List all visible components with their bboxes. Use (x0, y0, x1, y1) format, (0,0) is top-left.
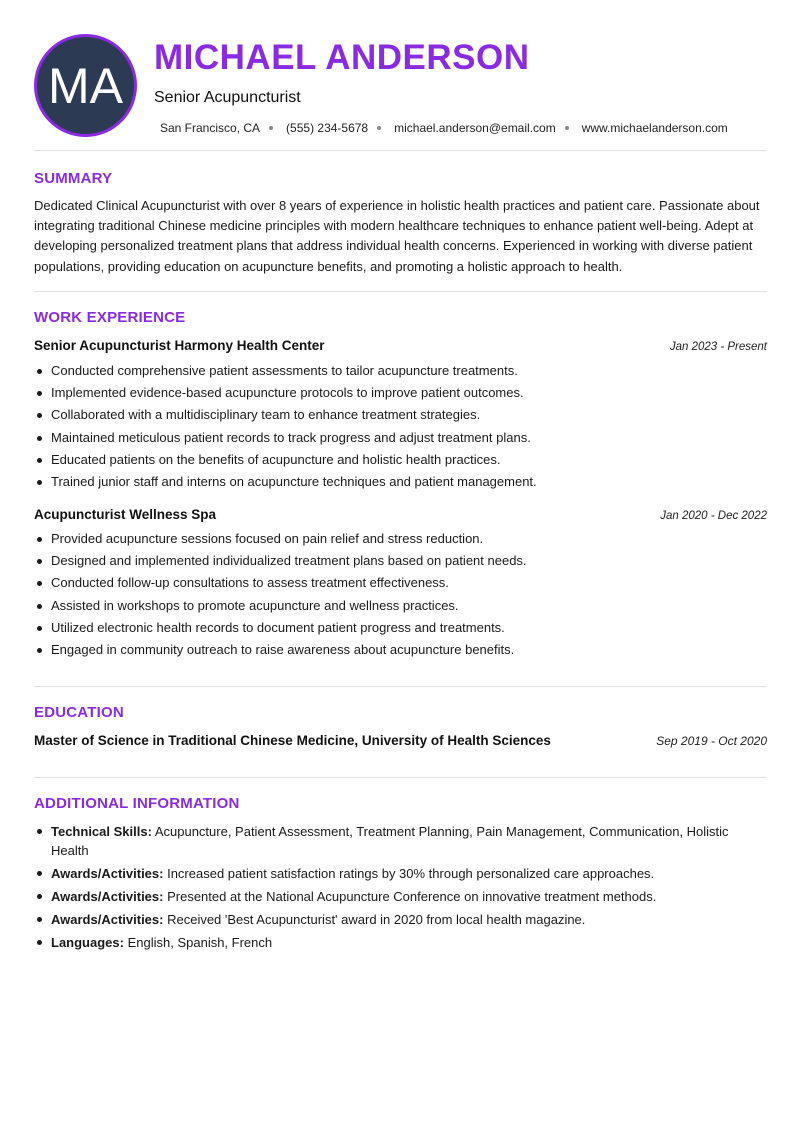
additional-heading: ADDITIONAL INFORMATION (34, 795, 240, 812)
divider (34, 291, 767, 292)
contact-bar (160, 121, 728, 135)
job-bullets (34, 528, 764, 661)
additional-list (34, 822, 764, 956)
job-header (34, 338, 767, 353)
job-title: Senior Acupuncturist (154, 89, 301, 106)
list-item: Trained junior staff and interns on acupuncture techniques and patient management. (34, 471, 764, 493)
separator-dot (269, 126, 273, 130)
list-item: Educated patients on the benefits of acupuncture and holistic health practices. (34, 449, 764, 471)
list-item (34, 910, 764, 929)
contact-website[interactable]: www.michaelanderson.com (581, 121, 728, 135)
item-text: Received 'Best Acupuncturist' award in 2020 from local health magazine. (167, 912, 586, 927)
contact-location: San Francisco, CA (160, 121, 261, 135)
list-item: Conducted comprehensive patient assessments to tailor acupuncture treatments. (34, 360, 764, 382)
list-item: Designed and implemented individualized treatment plans based on patient needs. (34, 550, 764, 572)
list-item: Maintained meticulous patient records to track progress and adjust treatment plans. (34, 427, 764, 449)
separator-dot (565, 126, 569, 130)
degree: Master of Science in Traditional Chinese Medicine, University of Health Sciences (34, 733, 551, 748)
list-item (34, 864, 764, 883)
contact-email[interactable]: michael.anderson@email.com (394, 121, 556, 135)
list-item: Engaged in community outreach to raise awareness about acupuncture benefits. (34, 639, 764, 661)
experience-heading: WORK EXPERIENCE (34, 309, 186, 326)
item-label: Awards/Activities: (51, 912, 164, 927)
item-label: Awards/Activities: (51, 866, 164, 881)
education-date: Sep 2019 - Oct 2020 (656, 734, 767, 748)
item-text: English, Spanish, French (127, 935, 273, 950)
education-heading: EDUCATION (34, 704, 124, 721)
divider (34, 150, 767, 151)
job-bullets (34, 360, 764, 493)
item-label: Languages: (51, 935, 124, 950)
item-label: Awards/Activities: (51, 889, 164, 904)
job-date: Jan 2020 - Dec 2022 (660, 510, 767, 522)
separator-dot (377, 126, 381, 130)
list-item: Implemented evidence-based acupuncture protocols to improve patient outcomes. (34, 382, 764, 404)
divider (34, 686, 767, 687)
candidate-name: MICHAEL ANDERSON (154, 38, 530, 77)
list-item (34, 822, 764, 860)
summary-heading: SUMMARY (34, 170, 113, 187)
list-item: Collaborated with a multidisciplinary team to enhance treatment strategies. (34, 404, 764, 426)
job-date: Jan 2023 - Present (669, 341, 767, 353)
list-item: Utilized electronic health records to document patient progress and treatments. (34, 617, 764, 639)
summary-text: Dedicated Clinical Acupuncturist with over 8 years of experience in holistic health practices and patient care. Passionate about integrating traditional Chinese medicine principles with modern healthcare techniques to enhance patient well-being. Adept at developing personalized treatment plans that address individual health concerns. Experienced in working with diverse patient populations, providing education on acupuncture benefits, and promoting a holistic approach to health. (34, 198, 760, 274)
avatar-initials: MA (48, 57, 123, 114)
avatar (34, 34, 137, 137)
job-header (34, 507, 767, 522)
job-role: Acupuncturist Wellness Spa (34, 507, 217, 522)
item-label: Technical Skills: (51, 824, 152, 839)
list-item: Assisted in workshops to promote acupuncture and wellness practices. (34, 595, 764, 617)
list-item: Provided acupuncture sessions focused on pain relief and stress reduction. (34, 528, 764, 550)
item-text: Increased patient satisfaction ratings by 30% through personalized care approaches. (167, 866, 655, 881)
divider (34, 777, 767, 778)
item-text: Presented at the National Acupuncture Conference on innovative treatment methods. (167, 889, 657, 904)
education-entry (34, 733, 767, 748)
list-item (34, 933, 764, 952)
list-item (34, 887, 764, 906)
item-text: Acupuncture, Patient Assessment, Treatment Planning, Pain Management, Communication, Holistic Health (51, 824, 729, 858)
contact-phone: (555) 234-5678 (286, 121, 369, 135)
job-role: Senior Acupuncturist Harmony Health Center (34, 338, 325, 353)
list-item: Conducted follow-up consultations to assess treatment effectiveness. (34, 572, 764, 594)
